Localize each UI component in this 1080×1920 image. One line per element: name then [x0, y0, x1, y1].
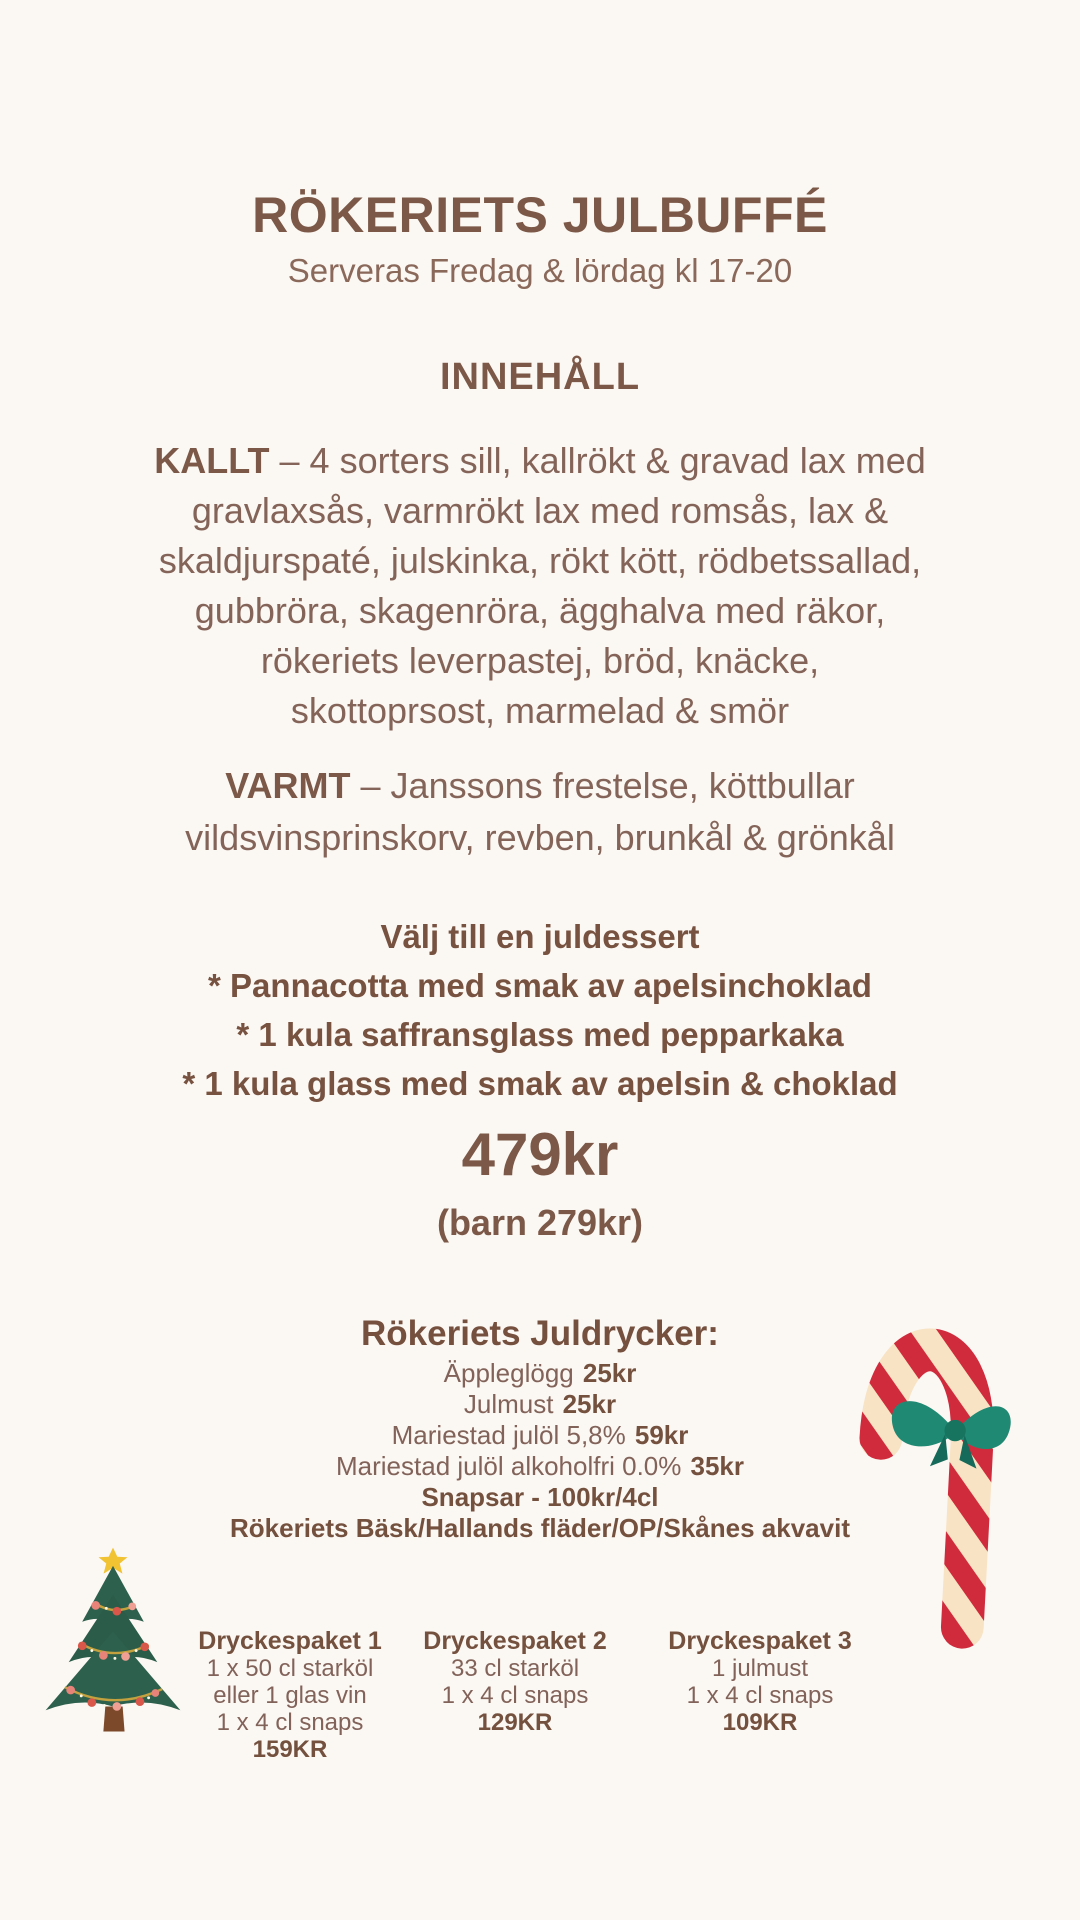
snaps-line: Snapsar - 100kr/4cl	[421, 1482, 659, 1512]
warm-dishes-label: VARMT	[225, 765, 351, 806]
serving-times-subtitle: Serveras Fredag & lördag kl 17-20	[287, 252, 793, 289]
dessert-section	[0, 912, 1080, 1108]
package-title: Dryckespaket 3	[668, 1627, 852, 1655]
dessert-item: * Pannacotta med smak av apelsinchoklad	[208, 967, 872, 1004]
drink-package-1	[175, 1628, 405, 1763]
package-price: 109KR	[722, 1709, 798, 1736]
package-title: Dryckespaket 2	[423, 1627, 607, 1655]
package-price: 159KR	[252, 1736, 328, 1763]
package-title: Dryckespaket 1	[198, 1627, 382, 1655]
drink-name: Mariestad julöl 5,8%	[391, 1420, 626, 1450]
aquavit-line: Rökeriets Bäsk/Hallands fläder/OP/Skånes akvavit	[230, 1513, 850, 1543]
christmas-tree-icon	[36, 1544, 190, 1738]
cold-dishes-text: – 4 sorters sill, kallrökt & gravad lax med gravlaxsås, varmrökt lax med romsås, lax & skaldjurspaté, julskinka, rökt kött, rödbetssallad, gubbröra, skagenröra, ägghalva med räkor, rökeriets leverpastej, bröd, knäcke, skottoprsost, marmelad & smör	[158, 440, 926, 731]
package-lines: 33 cl starköl 1 x 4 cl snaps	[441, 1655, 589, 1709]
cold-dishes-label: KALLT	[154, 440, 270, 481]
package-lines: 1 julmust 1 x 4 cl snaps	[686, 1655, 834, 1709]
package-lines: 1 x 50 cl starköl eller 1 glas vin 1 x 4 cl snaps	[206, 1655, 374, 1736]
drink-package-3	[645, 1628, 875, 1736]
drink-package-2	[400, 1628, 630, 1736]
child-price: (barn 279kr)	[436, 1202, 644, 1243]
drink-name: Mariestad julöl alkoholfri 0.0%	[336, 1451, 682, 1481]
page-title: RÖKERIETS JULBUFFÉ	[252, 187, 828, 243]
dessert-item: * 1 kula saffransglass med pepparkaka	[236, 1016, 844, 1053]
cold-dishes-paragraph	[40, 436, 1040, 736]
dessert-item: * 1 kula glass med smak av apelsin & choklad	[182, 1065, 898, 1102]
warm-dishes-paragraph	[40, 760, 1040, 864]
package-price: 129KR	[477, 1709, 553, 1736]
drink-price: 25kr	[562, 1389, 617, 1419]
drink-price: 25kr	[582, 1358, 637, 1388]
drink-name: Äppleglögg	[443, 1358, 574, 1388]
drink-price: 59kr	[634, 1420, 689, 1450]
drinks-heading: Rökeriets Juldrycker:	[361, 1314, 719, 1353]
buffet-price: 479kr	[461, 1121, 619, 1188]
dessert-heading: Välj till en juldessert	[380, 918, 700, 955]
contents-heading: INNEHÅLL	[439, 356, 641, 398]
warm-dishes-text: – Janssons frestelse, köttbullar vildsvinsprinskorv, revben, brunkål & grönkål	[185, 765, 895, 858]
candy-cane-icon	[848, 1290, 1013, 1658]
drink-name: Julmust	[463, 1389, 554, 1419]
drink-price: 35kr	[690, 1451, 744, 1481]
